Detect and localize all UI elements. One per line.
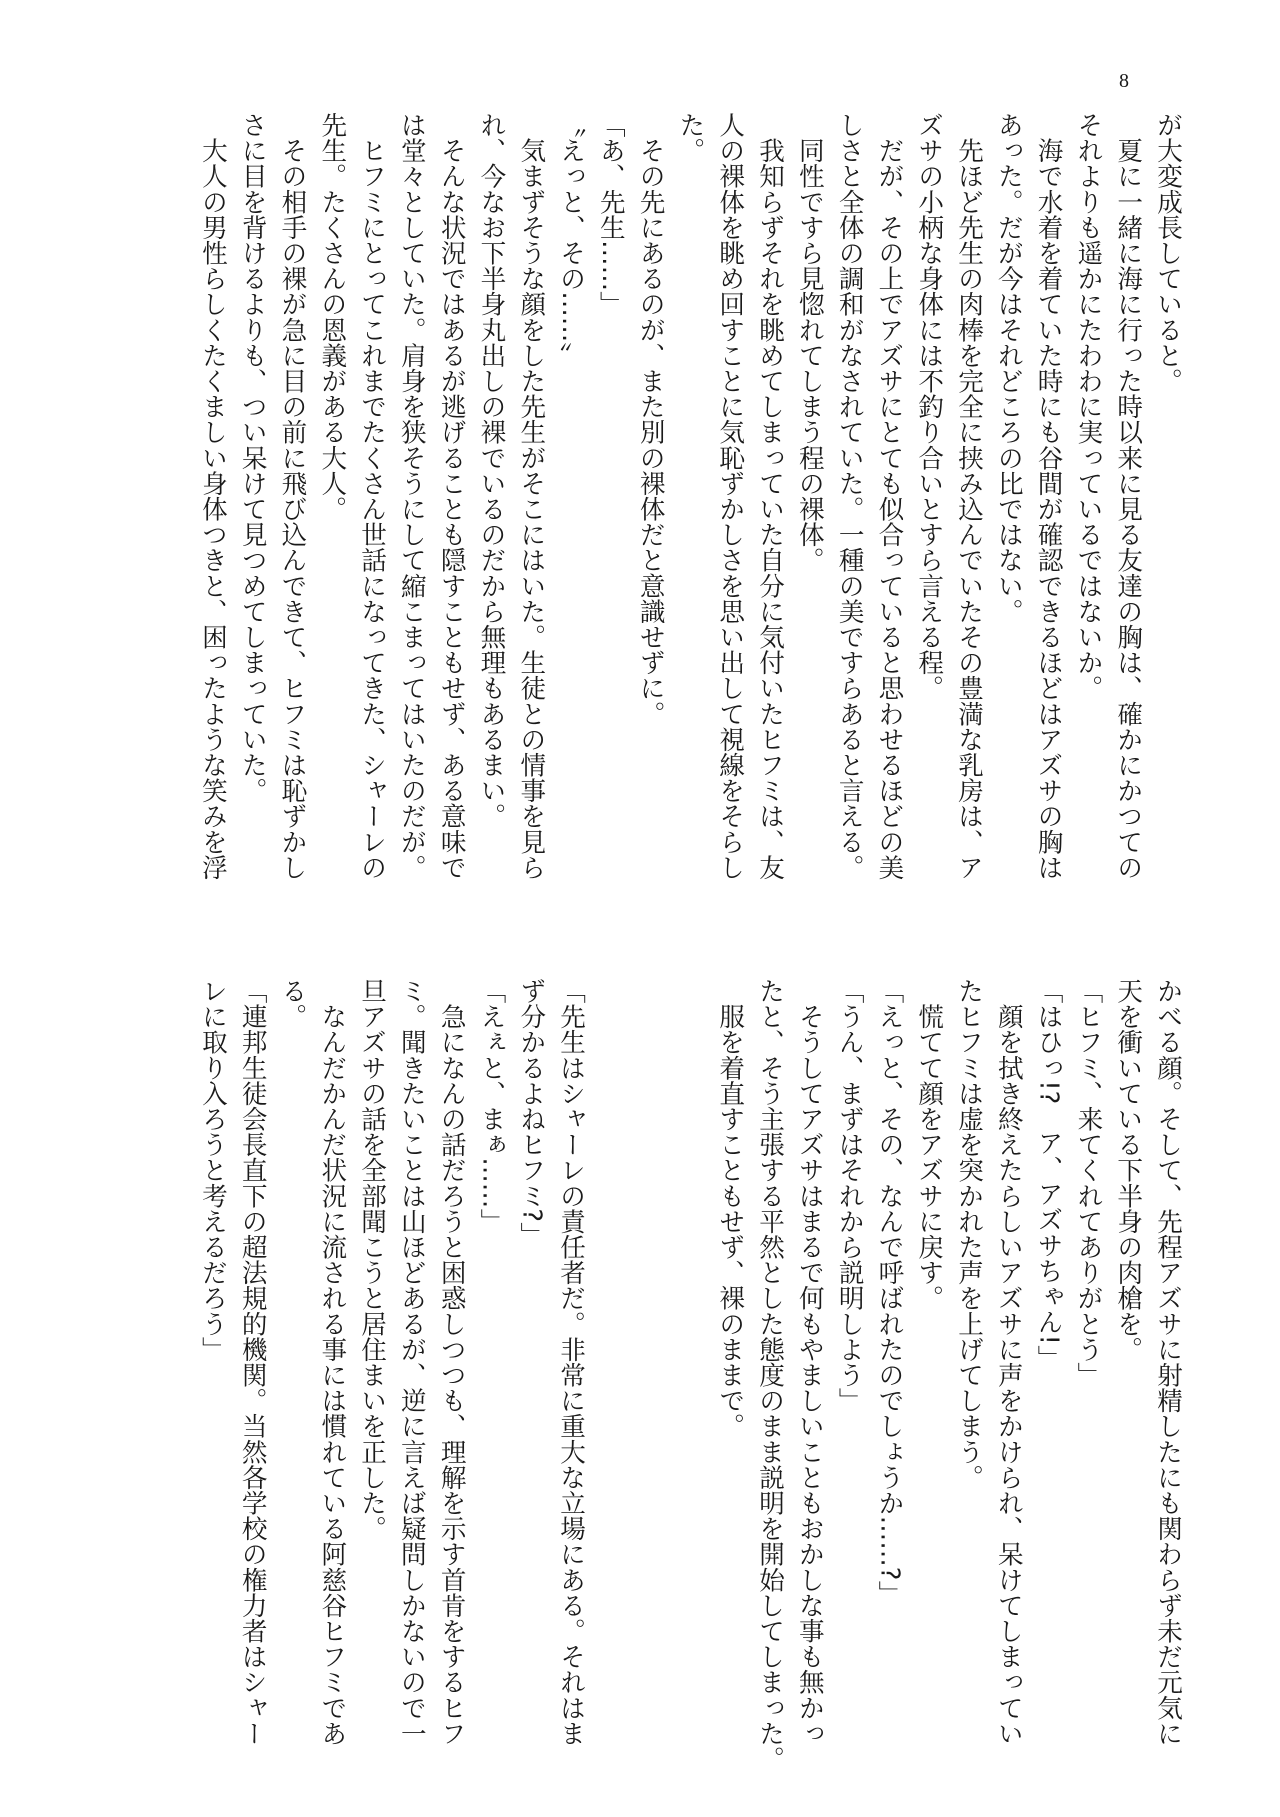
text-line: 「連邦生徒会長直下の超法規的機関。当然各学校の権力者はシャー xyxy=(237,978,268,1746)
text-line: 服を着直すこともせず、裸のままで。 xyxy=(715,978,746,1439)
text-line: 我知らずそれを眺めてしまっていた自分に気付いたヒフミは、友 xyxy=(755,112,786,880)
text-line: たヒフミは虚を突かれた声を上げてしまう。 xyxy=(954,978,985,1490)
text-line: それよりも遥かにたわわに実っているではないか。 xyxy=(1073,112,1104,701)
text-line: 〝えっと、その……〟 xyxy=(556,112,587,368)
text-line: ず分かるよねヒフミ?」 xyxy=(516,978,547,1248)
text-line: 「うん、まずはそれから説明しよう」 xyxy=(834,978,865,1414)
text-line: た。 xyxy=(675,112,706,164)
text-block-lower xyxy=(192,978,1187,1772)
text-line: は堂々としていた。肩身を狭そうにして縮こまってはいたのだが。 xyxy=(396,112,427,880)
text-line: 先生。たくさんの恩義がある大人。 xyxy=(317,112,348,522)
page-number: 8 xyxy=(1119,70,1129,92)
text-line: れ、今なお下半身丸出しの裸でいるのだから無理もあるまい。 xyxy=(476,112,507,829)
text-line: 旦アズサの話を全部聞こうと居住まいを正した。 xyxy=(357,978,388,1542)
text-line: レに取り入ろうと考えるだろう」 xyxy=(197,978,228,1362)
text-line: 急になんの話だろうと困惑しつつも、理解を示す首肯をするヒフ xyxy=(436,978,467,1746)
text-block-upper xyxy=(192,112,1187,887)
text-line: 天を衝いている下半身の肉槍を。 xyxy=(1113,978,1144,1362)
text-line: 顔を拭き終えたらしいアズサに声をかけられ、呆けてしまってい xyxy=(993,978,1024,1746)
text-line xyxy=(670,978,710,1753)
text-line: ズサの小柄な身体には不釣り合いとすら言える程。 xyxy=(914,112,945,701)
text-line: そんな状況ではあるが逃げることも隠すこともせず、ある意味で xyxy=(436,112,467,880)
text-line: 「先生はシャーレの責任者だ。非常に重大な立場にある。それはま xyxy=(556,978,587,1746)
text-line: 「えぇと、まぁ……」 xyxy=(476,978,507,1234)
text-line: あった。だが今はそれどころの比ではない。 xyxy=(993,112,1024,624)
text-line xyxy=(590,978,630,1753)
text-line: その先にあるのが、また別の裸体だと意識せずに。 xyxy=(635,112,666,727)
text-line: 同性ですら見惚れてしまう程の裸体。 xyxy=(794,112,825,573)
text-line: る。 xyxy=(277,978,308,1030)
text-line: その相手の裸が急に目の前に飛び込んできて、ヒフミは恥ずかし xyxy=(277,112,308,880)
text-line: 人の裸体を眺め回すことに気恥ずかしさを思い出して視線をそらし xyxy=(715,112,746,880)
text-line: 大人の男性らしくたくましい身体つきと、困ったような笑みを浮 xyxy=(197,112,228,880)
text-line: 「あ、先生……」 xyxy=(595,112,626,317)
text-line: 「はひっ!? ア、アズサちゃん!」 xyxy=(1033,978,1064,1371)
text-line: ヒフミにとってこれまでたくさん世話になってきた、シャーレの xyxy=(357,112,388,880)
text-line: なんだかんだ状況に流される事には慣れている阿慈谷ヒフミであ xyxy=(317,978,348,1746)
text-line: 先ほど先生の肉棒を完全に挟み込んでいたその豊満な乳房は、ア xyxy=(954,112,985,880)
text-line: たと、そう主張する平然とした態度のまま説明を開始してしまった。 xyxy=(755,978,786,1772)
text-line: 「ヒフミ、来てくれてありがとう」 xyxy=(1073,978,1104,1388)
text-line: そうしてアズサはまるで何もやましいこともおかしな事も無かっ xyxy=(794,978,825,1746)
text-line: が大変成長していると。 xyxy=(1153,112,1183,394)
text-line: さに目を背けるよりも、つい呆けて見つめてしまっていた。 xyxy=(237,112,268,804)
text-line: 気まずそうな顔をした先生がそこにはいた。生徒との情事を見ら xyxy=(516,112,547,880)
text-line: 夏に一緒に海に行った時以来に見る友達の胸は、確かにかつての xyxy=(1113,112,1144,880)
text-line: かべる顔。そして、先程アズサに射精したにも関わらず未だ元気に xyxy=(1153,978,1183,1746)
text-line xyxy=(630,978,670,1753)
text-line: 「えっと、その、なんで呼ばれたのでしょうか……?」 xyxy=(874,978,905,1606)
text-line: だが、その上でアズサにとても似合っていると思わせるほどの美 xyxy=(874,112,905,880)
text-line: しさと全体の調和がなされていた。一種の美ですらあると言える。 xyxy=(834,112,865,880)
text-line: 慌てて顔をアズサに戻す。 xyxy=(914,978,945,1311)
text-line: 海で水着を着ていた時にも谷間が確認できるほどはアズサの胸は xyxy=(1033,112,1064,880)
text-line: ミ。聞きたいことは山ほどあるが、逆に言えば疑問しかないので一 xyxy=(396,978,427,1746)
